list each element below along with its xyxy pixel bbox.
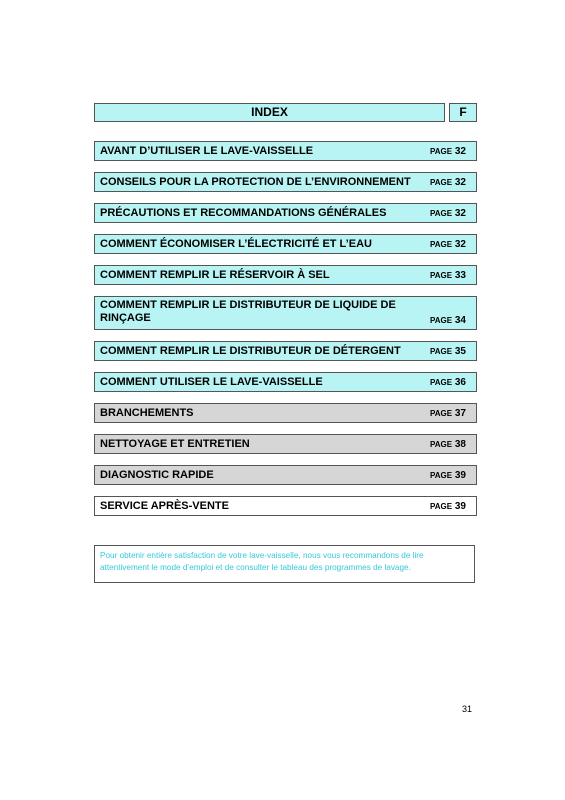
page-number-value: 38 bbox=[454, 439, 466, 450]
entry-title: DIAGNOSTIC RAPIDE bbox=[100, 469, 214, 481]
index-entry[interactable] bbox=[94, 141, 477, 161]
entry-title: COMMENT UTILISER LE LAVE-VAISSELLE bbox=[100, 376, 323, 388]
index-entry[interactable] bbox=[94, 234, 477, 254]
page-label: PAGE bbox=[430, 471, 453, 480]
entry-title: SERVICE APRÈS-VENTE bbox=[100, 500, 229, 512]
language-badge: F bbox=[449, 103, 477, 122]
index-entry[interactable] bbox=[94, 341, 477, 361]
index-entry[interactable] bbox=[94, 372, 477, 392]
entry-title: COMMENT ÉCONOMISER L’ÉLECTRICITÉ ET L’EAU bbox=[100, 238, 372, 250]
usage-note: Pour obtenir entière satisfaction de votre lave-vaisselle, nous vous recommandons de lire attentivement le mode d’emploi et de consulter le tableau des programmes de lavage. bbox=[94, 545, 475, 583]
page-number-value: 36 bbox=[454, 377, 466, 388]
entry-page bbox=[430, 314, 466, 327]
page-number-value: 32 bbox=[454, 177, 466, 188]
page-label: PAGE bbox=[430, 147, 453, 156]
index-entry[interactable] bbox=[94, 265, 477, 285]
page-number-value: 37 bbox=[454, 408, 466, 419]
entry-title: COMMENT REMPLIR LE DISTRIBUTEUR DE DÉTERGENT bbox=[100, 345, 401, 357]
entry-page bbox=[430, 238, 466, 251]
page-label: PAGE bbox=[430, 409, 453, 418]
index-entry[interactable] bbox=[94, 496, 477, 516]
page-label: PAGE bbox=[430, 178, 453, 187]
page-label: PAGE bbox=[430, 378, 453, 387]
page-number-value: 32 bbox=[454, 208, 466, 219]
page-number-value: 35 bbox=[454, 346, 466, 357]
page-label: PAGE bbox=[430, 209, 453, 218]
page-label: PAGE bbox=[430, 240, 453, 249]
page-label: PAGE bbox=[430, 347, 453, 356]
page-number-value: 39 bbox=[454, 501, 466, 512]
entry-page bbox=[430, 438, 466, 451]
entry-title: PRÉCAUTIONS ET RECOMMANDATIONS GÉNÉRALES bbox=[100, 207, 387, 219]
entry-page bbox=[430, 207, 466, 220]
entry-page bbox=[430, 500, 466, 513]
page-label: PAGE bbox=[430, 316, 453, 325]
entry-page bbox=[430, 345, 466, 358]
entry-page bbox=[430, 176, 466, 189]
index-entry[interactable] bbox=[94, 434, 477, 454]
entry-page bbox=[430, 407, 466, 420]
page-number-value: 34 bbox=[454, 315, 466, 326]
page-number-value: 39 bbox=[454, 470, 466, 481]
page-label: PAGE bbox=[430, 271, 453, 280]
entry-title: COMMENT REMPLIR LE RÉSERVOIR À SEL bbox=[100, 269, 330, 281]
index-entry[interactable] bbox=[94, 465, 477, 485]
entry-title: BRANCHEMENTS bbox=[100, 407, 194, 419]
entry-title: COMMENT REMPLIR LE DISTRIBUTEUR DE LIQUIDE DE RINÇAGE bbox=[100, 299, 396, 324]
page-label: PAGE bbox=[430, 502, 453, 511]
entry-page bbox=[430, 469, 466, 482]
page-number-value: 32 bbox=[454, 146, 466, 157]
index-entries bbox=[94, 141, 477, 527]
index-entry[interactable] bbox=[94, 296, 477, 330]
page-number-value: 33 bbox=[454, 270, 466, 281]
entry-title: NETTOYAGE ET ENTRETIEN bbox=[100, 438, 250, 450]
page-label: PAGE bbox=[430, 440, 453, 449]
index-entry[interactable] bbox=[94, 403, 477, 423]
entry-title: AVANT D’UTILISER LE LAVE-VAISSELLE bbox=[100, 145, 314, 157]
entry-title: CONSEILS POUR LA PROTECTION DE L’ENVIRONNEMENT bbox=[100, 176, 411, 188]
index-title: INDEX bbox=[94, 103, 445, 122]
page-number: 31 bbox=[462, 704, 473, 714]
index-entry[interactable] bbox=[94, 203, 477, 223]
page-number-value: 32 bbox=[454, 239, 466, 250]
entry-page bbox=[430, 376, 466, 389]
entry-page bbox=[430, 145, 466, 158]
entry-page bbox=[430, 269, 466, 282]
index-entry[interactable] bbox=[94, 172, 477, 192]
